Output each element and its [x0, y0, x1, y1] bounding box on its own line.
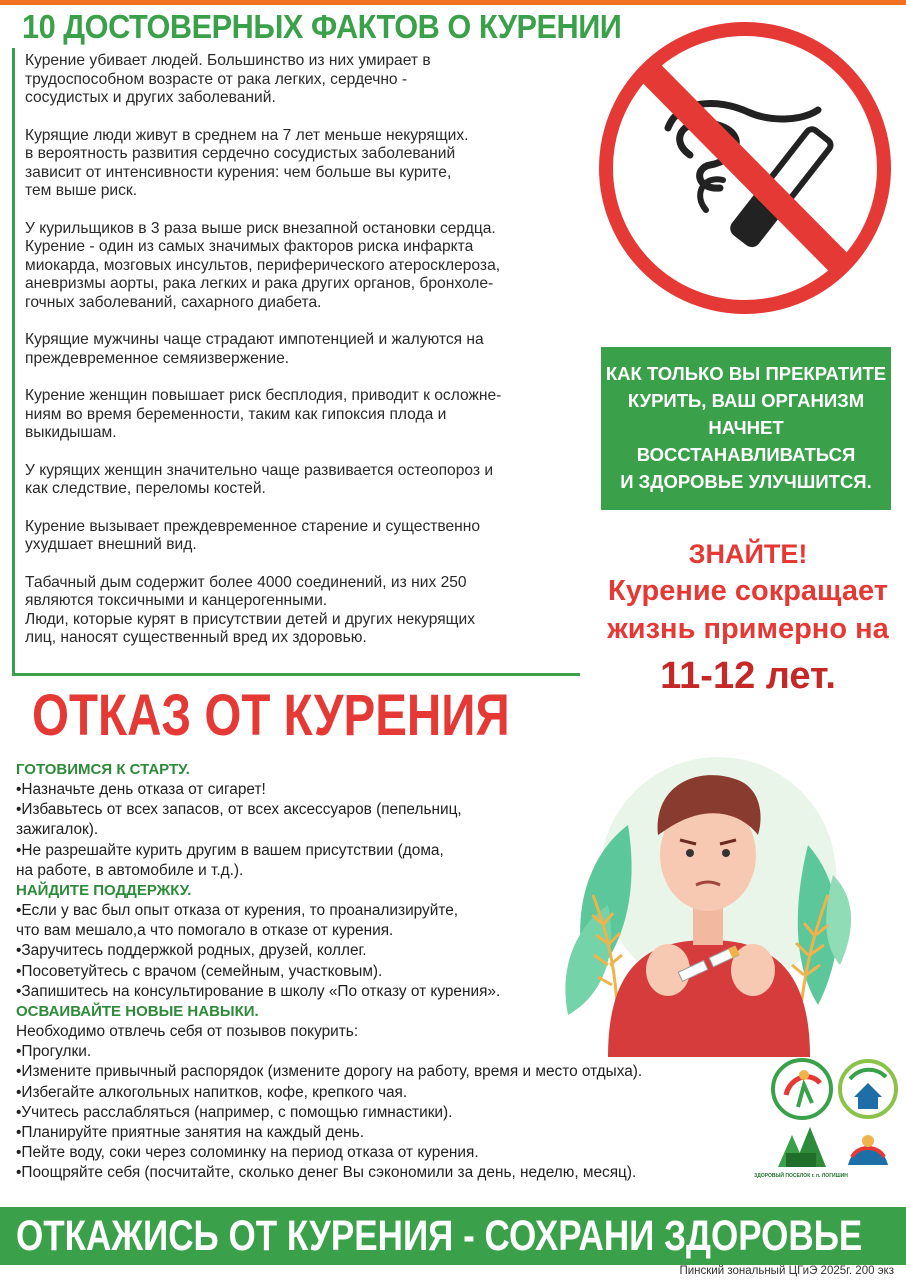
fact-line: являются токсичными и канцерогенными.	[25, 592, 328, 609]
section-heading: ГОТОВИМСЯ К СТАРТУ.	[16, 761, 190, 778]
know-label: ЗНАЙТЕ!	[688, 539, 808, 569]
fact-line: сосудистых и других заболеваний.	[25, 89, 276, 106]
section-list-item: •Избегайте алкогольных напитков, кофе, крепкого чая.	[16, 1083, 408, 1101]
fact-line: миокарда, мозговых инсультов, периферического атеросклероза,	[25, 256, 501, 274]
fact-line: У курящих женщин значительно чаще развивается остеопороз и	[25, 461, 494, 479]
life-reduction-notice	[603, 536, 893, 701]
fact-line: аневризмы аорты, рака легких и рака других органов, бронхоле-	[25, 275, 494, 292]
section-heading: ОСВАИВАЙТЕ НОВЫЕ НАВЫКИ.	[16, 1003, 259, 1021]
fact-paragraph	[25, 52, 581, 108]
section-list-item: •Измените привычный распорядок (измените дорогу на работу, время и место отдыха).	[16, 1063, 643, 1081]
section-list-item: зажигалок).	[16, 821, 99, 839]
section-list-item: •Учитесь расслабляться (например, с помощью гимнастики).	[16, 1103, 453, 1121]
section-list-item: •Заручитесь поддержкой родных, друзей, коллег.	[16, 942, 367, 960]
fact-line: трудоспособном возрасте от рака легких, сердечно -	[25, 70, 408, 88]
facts-list	[25, 52, 581, 648]
fact-line: Курящие мужчины чаще страдают импотенцией и жалуются на	[25, 331, 484, 348]
fact-paragraph	[25, 387, 581, 443]
logo3-caption: ЗДОРОВЫЙ ПОСЕЛОК г. п. ЛОГИШИН	[754, 1173, 848, 1179]
quit-benefit-line: ВОССТАНАВЛИВАТЬСЯ	[636, 444, 856, 465]
section-list-item: •Если у вас был опыт отказа от курения, то проанализируйте,	[16, 902, 459, 920]
refuse-title: ОТКАЗ ОТ КУРЕНИЯ	[32, 683, 510, 748]
footer-note: Пинский зональный ЦГиЭ 2025г. 200 экз	[679, 1265, 894, 1277]
quit-benefit-line: КАК ТОЛЬКО ВЫ ПРЕКРАТИТЕ	[605, 363, 887, 384]
fact-line: Табачный дым содержит более 4000 соединений, из них 250	[25, 573, 467, 591]
section-list-item: •Поощряйте себя (посчитайте, сколько денег Вы сэкономили за день, неделю, месяц).	[16, 1164, 637, 1182]
fact-paragraph	[25, 220, 581, 313]
fact-line: лиц, наносят существенный вред их здоровью.	[25, 629, 367, 646]
fact-line: Курение вызывает преждевременное старение и существенно	[25, 517, 481, 535]
section-list-item: Необходимо отвлечь себя от позывов покурить:	[16, 1023, 359, 1041]
fact-line: в вероятность развития сердечно сосудистых заболеваний	[25, 145, 456, 162]
quit-benefit-line: КУРИТЬ, ВАШ ОРГАНИЗМ	[627, 390, 865, 411]
fact-line: Курящие люди живут в среднем на 7 лет меньше некурящих.	[25, 126, 469, 144]
quit-benefit-box	[601, 347, 891, 510]
fact-line: ниям во время беременности, таким как гипоксия плода и	[25, 405, 447, 423]
section-list-item: •Назначьте день отказа от сигарет!	[16, 781, 266, 798]
fact-paragraph	[25, 331, 581, 368]
fact-line: Курение убивает людей. Большинство из них умирает в	[25, 52, 431, 69]
bottom-banner-text: ОТКАЖИСЬ ОТ КУРЕНИЯ - СОХРАНИ ЗДОРОВЬЕ	[16, 1212, 863, 1260]
section-list-item: на работе, в автомобиле и т.д.).	[16, 861, 244, 879]
fact-paragraph	[25, 462, 581, 499]
page-title: 10 ДОСТОВЕРНЫХ ФАКТОВ О КУРЕНИИ	[22, 8, 622, 45]
fact-line: как следствие, переломы костей.	[25, 480, 266, 497]
section-list-item: •Прогулки.	[16, 1043, 92, 1061]
section-list-item: •Планируйте приятные занятия на каждый день.	[16, 1124, 364, 1142]
section-heading: НАЙДИТЕ ПОДДЕРЖКУ.	[16, 882, 192, 900]
fact-paragraph	[25, 518, 581, 555]
fact-line: зависит от интенсивности курения: чем больше вы курите,	[25, 163, 452, 181]
fact-line: выкидышам.	[25, 424, 117, 441]
quit-benefit-line: НАЧНЕТ	[708, 417, 784, 438]
fact-line: гочных заболеваний, сахарного диабета.	[25, 293, 322, 311]
fact-paragraph	[25, 127, 581, 201]
fact-line: У курильщиков в 3 раза выше риск внезапной остановки сердца.	[25, 219, 496, 237]
years-lost: 11-12 лет.	[660, 655, 836, 697]
fact-line: Курение женщин повышает риск бесплодия, приводит к осложне-	[25, 387, 502, 404]
my-choice-logo-icon	[842, 1129, 894, 1181]
quit-benefit-line: И ЗДОРОВЬЕ УЛУЧШИТСЯ.	[620, 471, 872, 492]
section-list-item: что вам мешало,а что помогало в отказе от курения.	[16, 922, 394, 940]
fact-line: Люди, которые курят в присутствии детей и других некурящих	[25, 610, 476, 628]
fact-line: тем выше риск.	[25, 182, 138, 199]
section-list-item: •Не разрешайте курить другим в вашем присутствии (дома,	[16, 841, 444, 859]
healthy-lifestyle-logo-icon	[773, 1060, 831, 1118]
know-line-3: жизнь примерно на	[607, 613, 889, 645]
top-accent-bar	[0, 0, 906, 5]
know-line-2: Курение сокращает	[608, 575, 888, 607]
section-list-item: •Запишитесь на консультирование в школу «По отказу от курения».	[16, 982, 501, 1000]
fact-paragraph	[25, 574, 581, 648]
healthy-town-logo-icon	[840, 1061, 896, 1117]
fact-line: ухудшает внешний вид.	[25, 536, 197, 553]
fact-line: преждевременное семяизвержение.	[25, 349, 290, 367]
section-list-item: •Пейте воду, соки через соломинку на период отказа от курения.	[16, 1144, 479, 1162]
partner-logos	[754, 1057, 900, 1189]
section-list-item: •Посоветуйтесь с врачом (семейным, участковым).	[16, 962, 383, 980]
no-smoking-sign-icon	[598, 20, 892, 316]
fact-line: Курение - один из самых значимых факторов риска инфаркта	[25, 238, 474, 255]
section-list-item: •Избавьтесь от всех запасов, от всех аксессуаров (пепельниц,	[16, 801, 462, 819]
man-breaking-cigarette-illustration	[548, 735, 860, 1057]
